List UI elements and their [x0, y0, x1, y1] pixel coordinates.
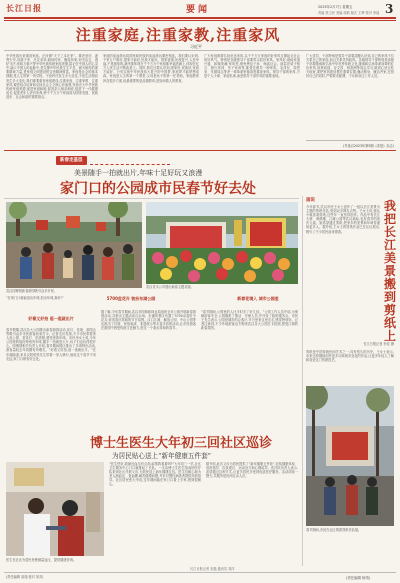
article1-column-1: 中华民族历来重视家庭。正所谓“天下之本在家”。尊老爱幼、妻贤夫安,母慈子孝、兄友弟恭,耕读传家、勤俭持家,知书达礼、遵纪守法,家和万事兴等中华民族传统家庭美德,铭记在中国人的心灵中,融入中国人的血脉中,是支撑中华民族生生不息、薪火相传的重要精神力量,是家庭文明建设的宝贵精神财富。家庭是社会的基本细胞,是人生的第一所学校。不论时代发生多大变化,不论生活格局发生多大变化,我们都要重视家庭建设,注重家庭、注重家教、注重家风,紧密结合培育和弘扬社会主义核心价值观,发扬光大中华民族传统家庭美德,促进家庭和睦,促进亲人相亲相爱,促进下一代健康成长,促进老年人老有所养,使千千万万个家庭成为国家发展、民族进步、社会和谐的重要基点。 — [6, 54, 98, 99]
issue-date: 2025年2月7日 星期五 — [318, 5, 353, 9]
park-crowd-photo-art — [6, 202, 142, 288]
feature-photo-flower-display — [146, 202, 298, 284]
divider — [4, 50, 396, 51]
sidebar-label: 画说 — [306, 198, 315, 203]
feature-badge: 新春走基层 — [56, 156, 87, 165]
feature-sub-lead: “在家门口就能逛出年味,拍出年味,真好!” — [6, 296, 64, 300]
feature-box3-title: 新春花境入 城市公园里 — [237, 296, 279, 301]
sidebar-photo-art — [306, 386, 394, 526]
article3-subheadline: 为居民贴心送上“新年健康五件套” — [112, 452, 212, 460]
feature-box2-title: 5700盆花卉 装扮东湖公园 — [106, 296, 156, 301]
feature-headline: 家门口的公园成市民春节好去处 — [60, 181, 256, 197]
photo1-caption: 武汉园博园新春游园吸引众多市民。 — [6, 289, 57, 293]
article1-headline: 注重家庭,注重家教,注重家风 — [75, 26, 281, 44]
divider — [4, 198, 299, 199]
article3-headline: 博士生医生大年初三回社区巡诊 — [90, 436, 273, 451]
newspaper-logo: 长江日报 — [6, 3, 42, 13]
feature-box1-title: 好看又好拍 逛一逛就出片 — [28, 316, 74, 321]
sidebar-credit: 长江日报记者 李佳 摄 — [363, 342, 394, 346]
feature-body-1: 春节假期,武汉各大公园推出新春游园活动,花灯、花境、游园会等吸引众多市民游客前来打卡。记者走访发现,不少市民带着家人逛公园、赏花灯、拍美照,感受浓浓年味。市民李女士说,今年公园里的装扮特别有年味,随手一拍就是大片,孩子们也玩得很开心。园博园相关负责人介绍,春节期间园区推出了多项特色活动,游客量较去年同期有所增长。“好看又好拍,逛一逛就出片。”在东湖绿道,来自汉阳的张先生带着一家人骑行,他说这个春节不用走远,家门口就有好去处。 — [6, 328, 96, 361]
badge-underline — [90, 156, 170, 165]
sidebar-photo-caption: 春节期间,市民在社区观看剪纸作品展。 — [306, 528, 362, 532]
footer-editors: (责任编辑 杨靖) — [346, 576, 371, 580]
article3-body-2: 据介绍,此次义诊为居民提供了“新年健康五件套”,包括健康体检、用药指导、饮食建议、运动处方和心理疏导。医疗队负责人表示,希望通过这种方式,让更多居民享受到优质医疗服务。活动持续一整天,共服务居民两百余人次。 — [206, 462, 298, 479]
article1-column-3: 广大家庭都要弘扬优良家风,以千千万万家庭的好家风支撑起全社会的好风气。特别是各级领导干部要带头抓好家风。家风好,就能家道兴盛、和顺美满;家风差,难免殃及子孙、贻害社会。诸葛亮诫子格言、颜氏家训、朱子家训等,都是在倡导一种家风。毛泽东、周恩来、朱德同志等老一辈革命家都高度重视家风。领导干部的家风,不是个人小事、家庭私事,而是领导干部作风的重要表现。 — [204, 54, 300, 79]
article3-body-1: “医生您好,我最近血压有点高,能帮我看看吗?”大年初三一早,社区卫生服务中心门口就排起了长队。一支由博士生医生组成的医疗队来到社区开展义诊,为居民送上新年健康礼包。医生们耐心地为老人测血压、查血糖,解答健康问题,并针对慢性病患者提供用药指导。社区居民张大爷说,过年期间能在家门口看上专家,感到很暖心。 — [109, 462, 201, 487]
footer-bottom-credit: (责任编辑 高翔 校对 刘芳) — [6, 575, 44, 579]
article3-photo-clinic — [6, 462, 104, 556]
header-rule — [4, 17, 396, 19]
sidebar-vertical-headline: 我把长江美景搬到剪纸上 — [384, 199, 397, 343]
flower-display-photo-art — [146, 202, 298, 284]
feature-photo-park-crowd — [6, 202, 142, 288]
article1-column-2: 家庭的前途命运同国家和民族的前途命运紧密相连。我们要认识到,千家万户都好,国家才能好,民族才能好。国家富强,民族复兴,人民幸福,不是抽象的,最终要体现在千千万万个家庭都幸福美满上,体现在亿万人民生活不断改善上。同时,我们还要认识到,国家好,民族好,家庭才能好。只有实现中华民族伟大复兴的中国梦,家庭梦才能梦想成真。家庭是人生的第一个课堂,父母是孩子的第一任老师。家庭教育涉及很多方面,但最重要的是品德教育,是如何做人的教育。 — [103, 54, 199, 83]
section-divider — [4, 150, 396, 151]
clinic-photo-art — [6, 462, 104, 556]
sidebar-body: 今年春节,武汉市民王女士创作了一组以长江美景为主题的剪纸作品,受到众多网友点赞。王女士说,她从小就喜欢剪纸,这些年一直坚持创作。作品中有长江大桥、黄鹤楼、江滩公园等武汉地标,也有春节的喜庆元素。她希望通过剪纸,把家乡的美景和年味传递给更多人。据介绍,王女士的剪纸作品已在社区展出,吸引了不少居民前来观看。 — [306, 205, 380, 234]
feature-subheadline: 美景随手一拍就出片,年味十足好玩又浪漫 — [74, 169, 203, 177]
sidebar-photo — [306, 386, 394, 526]
footer-rule — [4, 572, 396, 573]
article3-photo-caption: 医生在社区为居民免费测量血压、提供健康咨询。 — [6, 558, 77, 562]
header-rule-thin — [4, 20, 396, 21]
page-number: 3 — [385, 2, 394, 16]
feature-body-3: “春节期间,公园里的人比平时多了好几倍。”公园工作人员介绍,为保障游客安全,公园增派了保洁、安保人员,并开设了临时服务点。市民王先生表示,公园是城市的会客厅,节日里来这里走走,感觉特别好。记者注意到,不少外地游客也专程来武汉各大公园打卡拍照,感受江城的新春氛围。 — [201, 310, 298, 331]
photo2-caption: 武汉花木公司展出新春主题花境。 — [146, 285, 194, 289]
section-title: 要闻 — [186, 5, 211, 15]
article1-byline: 习近平 — [190, 44, 202, 49]
sidebar-body-2: 剪纸是中国传统民间艺术之一,具有悠久的历史。王女士表示,未来还将继续创作更多反映城市变化的作品,让更多年轻人了解和喜爱这门传统技艺。 — [306, 350, 394, 363]
article1-column-4: 广大党员、干部特别是领导干部要清醒认识到,自己的家风不仅关系自己的家庭,而且关系党风政风。各级领导干部特别是高级干部要继承和弘扬中华优秀传统文化,继承和弘扬革命前辈的红色家风,向焦裕禄、谷文昌、杨善洲等同志学习,做到心底无私天地宽,要把家风建设摆在重要位置,廉洁修身、廉洁齐家,在管好自己的同时,严格要求配偶、子女和身边工作人员。 — [306, 54, 394, 79]
sidebar-divider — [302, 196, 303, 566]
article1-source-note: (节选自2023年第5期《求是》杂志) — [306, 140, 394, 147]
feature-body-2: 据了解,今年春节期间,武汉市园林和林业局组织全市公园开展新春游园活动,共推出主题活动百余场。东湖风景区布置了5700余盆时令花卉,营造喜庆祥和的节日氛围。汉口江滩、解放公园、中山公园等也推出了灯展、民俗表演、非遗展示等丰富多彩的活动,让市民游客在游园中感受传统文化魅力,度过一个欢乐祥和的春节。 — [101, 310, 196, 331]
article3-credit: 长江日报记者 宋磊 通讯员 刘洋 — [190, 567, 235, 571]
header-editors: 责编 张卫民 美编 周莉 版式 王辉 校对 李瑶 — [318, 11, 380, 15]
